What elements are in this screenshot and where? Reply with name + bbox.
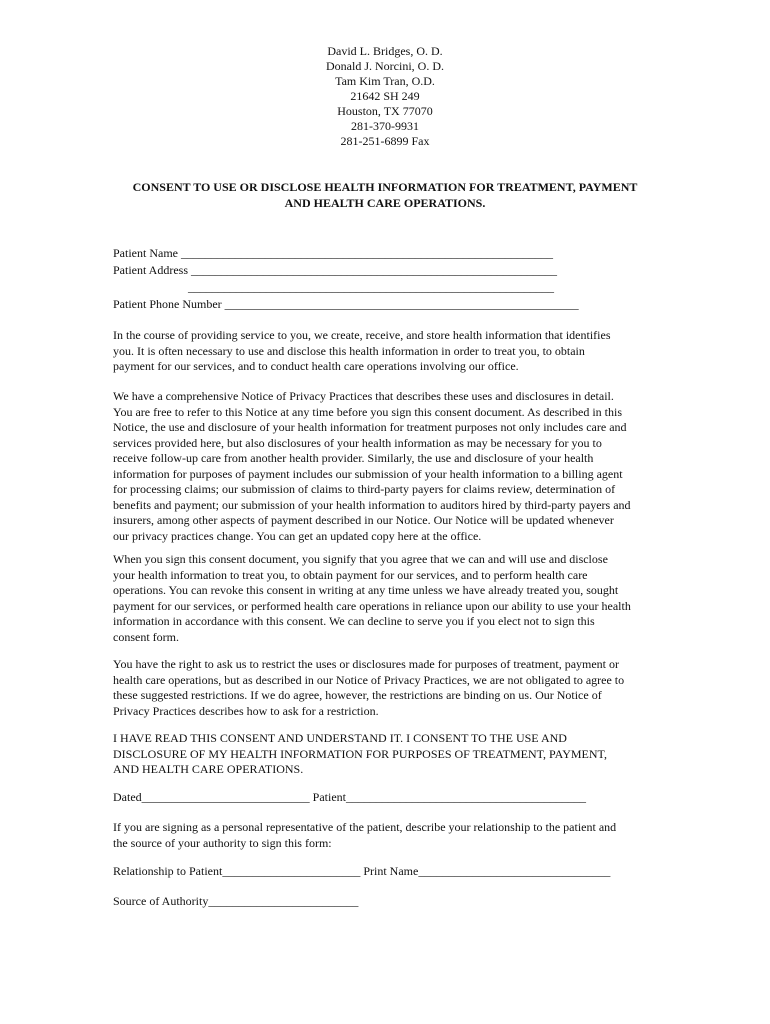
paragraph-line: Notice, the use and disclosure of your health information for treatment purposes not only includes care and bbox=[113, 420, 627, 434]
paragraph-line: benefits and payment; our submission of your health information to auditors hired by third-party payers and bbox=[113, 497, 631, 512]
paragraph-line: information in accordance with this consent. We can decline to serve you if you elect not to sign this bbox=[113, 614, 595, 628]
paragraph-service bbox=[113, 328, 661, 375]
paragraph-line: these suggested restrictions. If we do agree, however, the restrictions are binding on us. Our Notice of bbox=[113, 688, 602, 702]
paragraph-line: Privacy Practices describes how to ask for a restriction. bbox=[113, 703, 379, 718]
patient-fields bbox=[113, 245, 579, 313]
authority-line bbox=[113, 894, 661, 910]
patient-address-line-2-field[interactable]: _____________________________________________________________ bbox=[113, 280, 554, 294]
paragraph-line: When you sign this consent document, you signify that you agree that we can and will use and disclose bbox=[113, 552, 608, 566]
paragraph-line: In the course of providing service to you, we create, receive, and store health information that identifies bbox=[113, 328, 611, 342]
consent-statement bbox=[113, 731, 661, 778]
paragraph-line: your health information to treat you, to obtain payment for our services, and to perform health care bbox=[113, 567, 588, 582]
paragraph-line: payment for our services, and to conduct health care operations involving our office. bbox=[113, 359, 519, 373]
paragraph-line: AND HEALTH CARE OPERATIONS. bbox=[113, 762, 304, 776]
paragraph-restrictions bbox=[113, 657, 661, 719]
paragraph-line: consent form. bbox=[113, 629, 179, 644]
paragraph-line: payment for our services, or performed health care operations in reliance upon our ability to use your health bbox=[113, 598, 631, 613]
paragraph-notice bbox=[113, 389, 661, 544]
paragraph-line: health care operations, but as described in our Notice of Privacy Practices, we are not obligated to agree to bbox=[113, 672, 625, 687]
paragraph-line: for processing claims; our submission of claims to third-party payers for claims review, determination of bbox=[113, 482, 616, 496]
paragraph-representative bbox=[113, 820, 661, 851]
form-title-line-1: CONSENT TO USE OR DISCLOSE HEALTH INFORMATION FOR TREATMENT, PAYMENT bbox=[132, 180, 638, 194]
paragraph-line: you. It is often necessary to use and disclose this health information in order to treat you, to obtain bbox=[113, 343, 585, 358]
practice-doctor-2: Donald J. Norcini, O. D. bbox=[326, 59, 444, 73]
paragraph-line: insurers, among other aspects of payment described in our Notice. Our Notice will be updated whenever bbox=[113, 513, 614, 527]
paragraph-line: services provided here, but also disclosures of your health information as may be necessary for you to bbox=[113, 435, 602, 450]
paragraph-line: I HAVE READ THIS CONSENT AND UNDERSTAND IT. I CONSENT TO THE USE AND bbox=[113, 731, 567, 745]
paragraph-line: operations. You can revoke this consent in writing at any time unless we have already treated you, sought bbox=[113, 583, 619, 597]
paragraph-signing bbox=[113, 552, 661, 645]
dated-patient-signature-field[interactable]: Dated____________________________ Patient________________________________________ bbox=[113, 790, 586, 804]
paragraph-line: We have a comprehensive Notice of Privacy Practices that describes these uses and disclosures in detail. bbox=[113, 389, 614, 403]
paragraph-line: DISCLOSURE OF MY HEALTH INFORMATION FOR PURPOSES OF TREATMENT, PAYMENT, bbox=[113, 746, 607, 761]
patient-address-field[interactable]: Patient Address _____________________________________________________________ bbox=[113, 263, 557, 277]
patient-name-field[interactable]: Patient Name ______________________________________________________________ bbox=[113, 246, 553, 260]
practice-city: Houston, TX 77070 bbox=[337, 104, 433, 118]
practice-fax: 281-251-6899 Fax bbox=[340, 134, 430, 148]
practice-header bbox=[0, 44, 770, 149]
paragraph-line: our privacy practices change. You can get an updated copy here at the office. bbox=[113, 528, 482, 543]
paragraph-line: If you are signing as a personal representative of the patient, describe your relationship to the patient and bbox=[113, 820, 617, 834]
practice-doctor-3: Tam Kim Tran, O.D. bbox=[335, 74, 435, 88]
relationship-line bbox=[113, 864, 661, 880]
practice-doctor-1: David L. Bridges, O. D. bbox=[327, 44, 443, 58]
source-of-authority-field[interactable]: Source of Authority_________________________ bbox=[113, 894, 359, 908]
relationship-print-name-field[interactable]: Relationship to Patient_______________________ Print Name________________________________ bbox=[113, 864, 611, 878]
signature-line bbox=[113, 790, 661, 806]
practice-street: 21642 SH 249 bbox=[350, 89, 420, 103]
form-title bbox=[100, 180, 670, 211]
form-title-line-2: AND HEALTH CARE OPERATIONS. bbox=[284, 195, 486, 210]
paragraph-line: receive follow-up care from another health provider. Similarly, the use and disclosure of your health bbox=[113, 451, 594, 465]
paragraph-line: You have the right to ask us to restrict the uses or disclosures made for purposes of treatment, payment or bbox=[113, 657, 620, 671]
practice-phone: 281-370-9931 bbox=[351, 119, 419, 133]
paragraph-line: You are free to refer to this Notice at any time before you sign this consent document. As described in this bbox=[113, 404, 622, 419]
patient-phone-field[interactable]: Patient Phone Number ___________________________________________________________ bbox=[113, 297, 579, 311]
paragraph-line: the source of your authority to sign this form: bbox=[113, 835, 332, 850]
paragraph-line: information for purposes of payment includes our submission of your health information to a billing agent bbox=[113, 466, 623, 481]
